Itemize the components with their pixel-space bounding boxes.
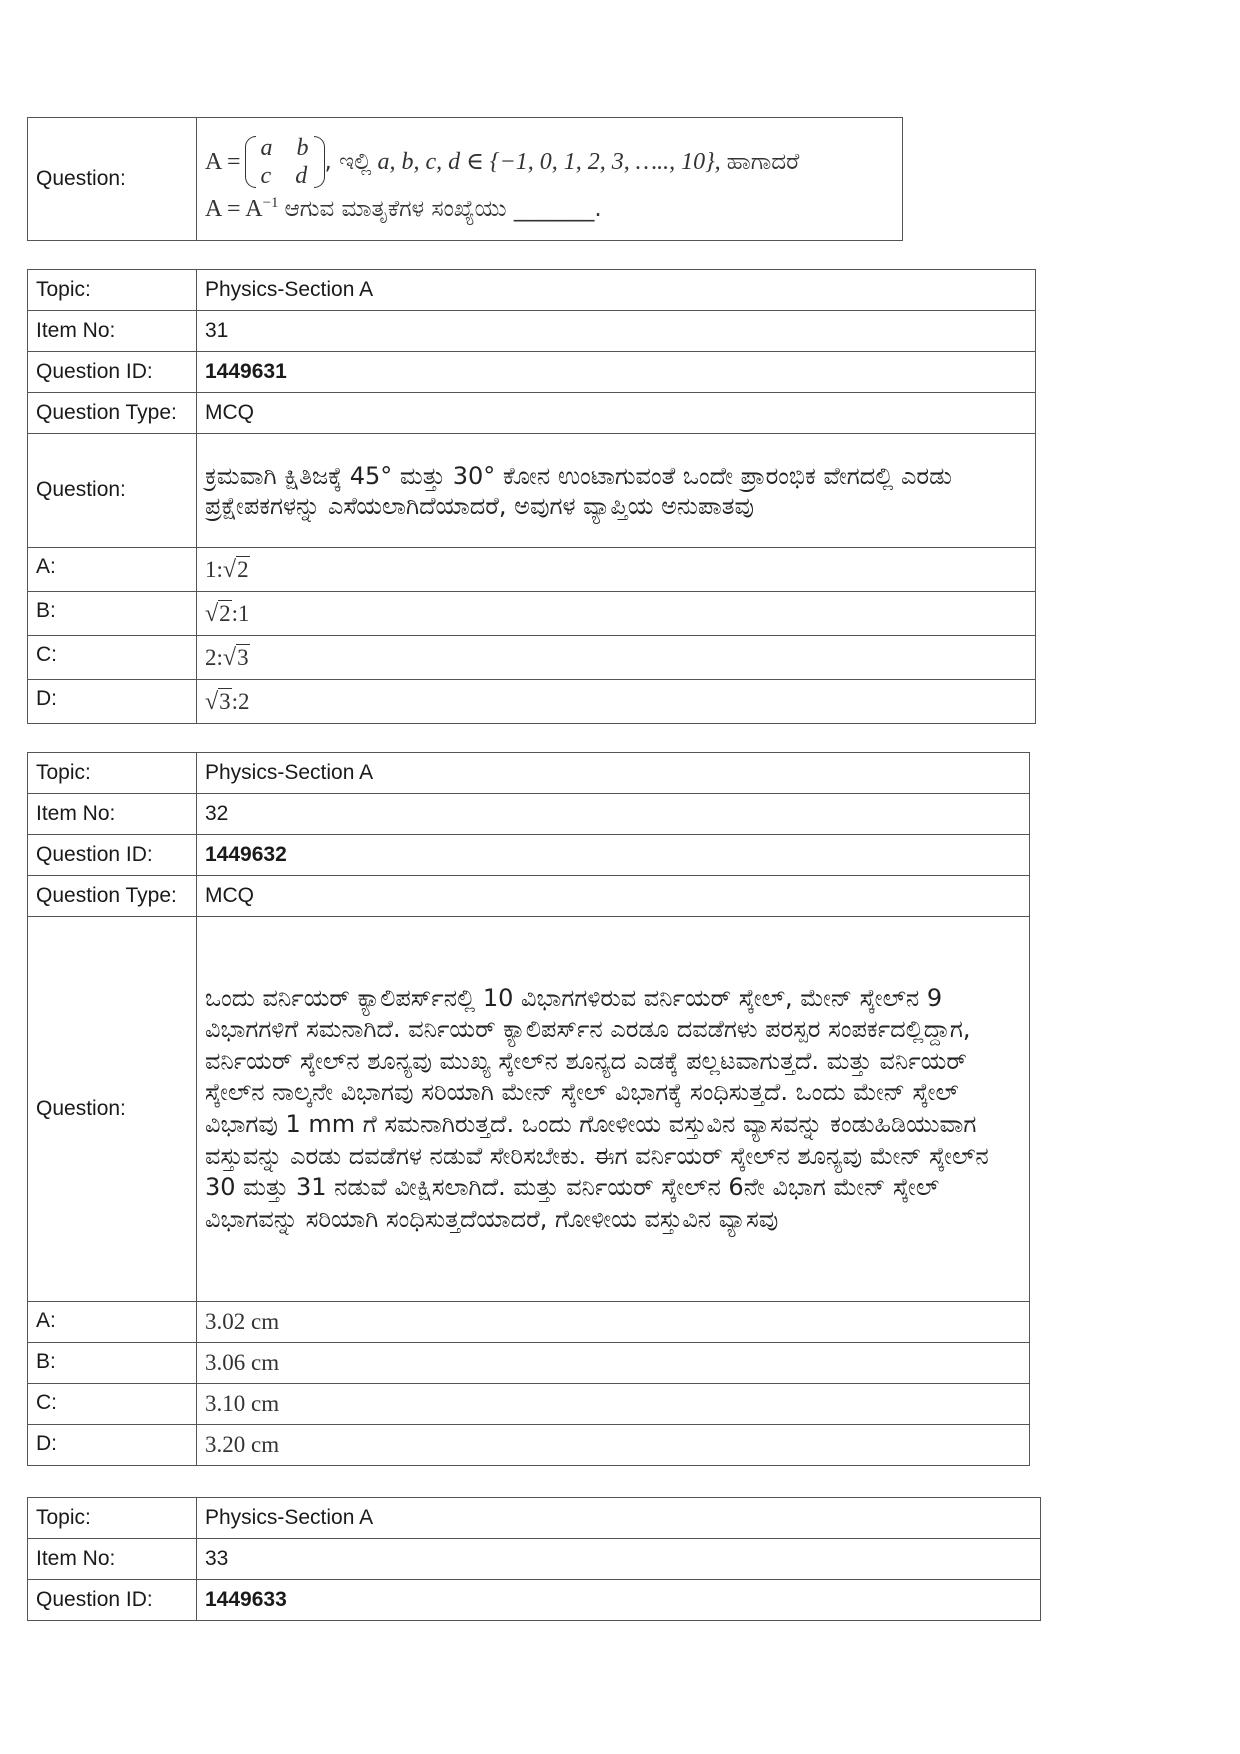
question-table-31 (27, 269, 1036, 724)
question-label: Question: (28, 434, 197, 548)
topic-label: Topic: (28, 753, 197, 794)
item-no-label: Item No: (28, 794, 197, 835)
question-id-value: 1449633 (197, 1580, 1041, 1621)
option-c-label: C: (28, 636, 197, 680)
option-b-value: 3.06 cm (197, 1343, 1030, 1384)
option-a-label: A: (28, 1302, 197, 1343)
option-a-value: 3.02 cm (197, 1302, 1030, 1343)
question-id-value: 1449632 (197, 835, 1030, 876)
question-text: ಒಂದು ವರ್ನಿಯರ್ ಕ್ಯಾಲಿಪರ್ಸ್‌ನಲ್ಲಿ 10 ವಿಭಾಗಗಳಿರುವ ವರ್ನಿಯರ್ ಸ್ಕೇಲ್, ಮೇನ್ ಸ್ಕೇಲ್‌ನ 9 ವಿಭಾಗಗಳಿಗೆ ಸಮನಾಗಿದೆ. ವರ್ನಿಯರ್ ಕ್ಯಾಲಿಪರ್ಸ್‌ನ ಎರಡೂ ದವಡೆಗಳು ಪರಸ್ಪರ ಸಂಪರ್ಕದಲ್ಲಿದ್ದಾಗ, ವರ್ನಿಯರ್ ಸ್ಕೇಲ್‌ನ ಶೂನ್ಯವು ಮುಖ್ಯ ಸ್ಕೇಲ್‌ನ ಶೂನ್ಯದ ಎಡಕ್ಕೆ ಪಲ್ಲಟವಾಗುತ್ತದೆ. ಮತ್ತು ವರ್ನಿಯರ್ ಸ್ಕೇಲ್‌ನ ನಾಲ್ಕನೇ ವಿಭಾಗವು ಸರಿಯಾಗಿ ಮೇನ್ ಸ್ಕೇಲ್ ವಿಭಾಗಕ್ಕೆ ಸಂಧಿಸುತ್ತದೆ. ಒಂದು ಮೇನ್ ಸ್ಕೇಲ್ ವಿಭಾಗವು 1 mm ಗೆ ಸಮನಾಗಿರುತ್ತದೆ. ಒಂದು ಗೋಳೀಯ ವಸ್ತುವಿನ ವ್ಯಾಸವನ್ನು ಕಂಡುಹಿಡಿಯುವಾಗ ವಸ್ತುವನ್ನು ಎರಡು ದವಡೆಗಳ ನಡುವೆ ಸೇರಿಸಬೇಕು. ಈಗ ವರ್ನಿಯರ್ ಸ್ಕೇಲ್‌ನ ಶೂನ್ಯವು ಮೇನ್ ಸ್ಕೇಲ್‌ನ 30 ಮತ್ತು 31 ನಡುವೆ ವೀಕ್ಷಿಸಲಾಗಿದೆ. ಮತ್ತು ವರ್ನಿಯರ್ ಸ್ಕೇಲ್‌ನ 6ನೇ ವಿಭಾಗ ಮೇನ್ ಸ್ಕೇಲ್ ವಿಭಾಗವನ್ನು ಸರಿಯಾಗಿ ಸಂಧಿಸುತ್ತದೆಯಾದರೆ, ಗೋಳೀಯ ವಸ್ತುವಿನ ವ್ಯಾಸವು (197, 917, 1030, 1302)
question-text: A = a b c d , ಇಲ್ಲಿ a, b, c, d ∈ {−1, 0, 1, 2, 3, ….., 10}, ಹಾಗಾದರೆ $A = A^{-1}$ ಆಗುವ ಮಾತೃಕೆಗಳ ಸಂಖ್ಯೆಯು _______. (197, 118, 903, 241)
item-no-value: 33 (197, 1539, 1041, 1580)
option-a-value: 1:√2 (197, 548, 1036, 592)
question-table-33 (27, 1497, 1041, 1621)
option-c-value: 2:√3 (197, 636, 1036, 680)
question-block-top (27, 117, 903, 241)
question-type-value: MCQ (197, 393, 1036, 434)
question-type-value: MCQ (197, 876, 1030, 917)
option-d-value: 3.20 cm (197, 1425, 1030, 1466)
item-no-value: 31 (197, 311, 1036, 352)
question-id-label: Question ID: (28, 835, 197, 876)
question-label: Question: (28, 917, 197, 1302)
topic-label: Topic: (28, 270, 197, 311)
topic-value: Physics-Section A (197, 270, 1036, 311)
question-type-label: Question Type: (28, 393, 197, 434)
question-id-label: Question ID: (28, 1580, 197, 1621)
item-no-label: Item No: (28, 311, 197, 352)
topic-label: Topic: (28, 1498, 197, 1539)
question-label: Question: (28, 118, 197, 241)
option-d-label: D: (28, 1425, 197, 1466)
topic-value: Physics-Section A (197, 1498, 1041, 1539)
option-b-value: √2:1 (197, 592, 1036, 636)
question-table-32 (27, 752, 1030, 1466)
matrix-lhs: A = (205, 149, 241, 175)
item-no-label: Item No: (28, 1539, 197, 1580)
question-id-value: 1449631 (197, 352, 1036, 393)
option-a-label: A: (28, 548, 197, 592)
option-b-label: B: (28, 592, 197, 636)
topic-value: Physics-Section A (197, 753, 1030, 794)
option-b-label: B: (28, 1343, 197, 1384)
option-c-label: C: (28, 1384, 197, 1425)
option-d-label: D: (28, 680, 197, 724)
question-id-label: Question ID: (28, 352, 197, 393)
option-d-value: √3:2 (197, 680, 1036, 724)
question-text: ಕ್ರಮವಾಗಿ ಕ್ಷಿತಿಜಕ್ಕೆ 45° ಮತ್ತು 30° ಕೋನ ಉಂಟಾಗುವಂತೆ ಒಂದೇ ಪ್ರಾರಂಭಿಕ ವೇಗದಲ್ಲಿ ಎರಡು ಪ್ರಕ್ಷೇಪಕಗಳನ್ನು ಎಸೆಯಲಾಗಿದೆಯಾದರೆ, ಅವುಗಳ ವ್ಯಾಪ್ತಿಯ ಅನುಪಾತವು (197, 434, 1036, 548)
option-c-value: 3.10 cm (197, 1384, 1030, 1425)
item-no-value: 32 (197, 794, 1030, 835)
matrix: a b c d (245, 134, 325, 190)
question-type-label: Question Type: (28, 876, 197, 917)
